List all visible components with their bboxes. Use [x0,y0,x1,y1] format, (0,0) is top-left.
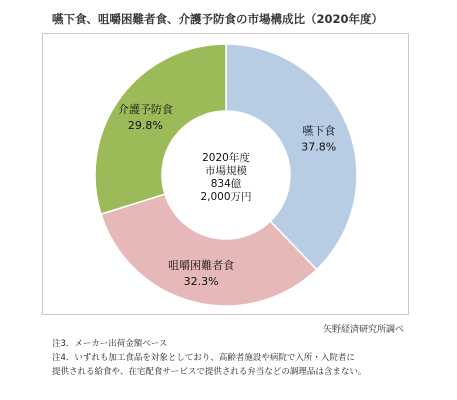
slice-value-label: 37.8% [301,140,337,154]
center-label [181,152,271,204]
center-label-year: 2020年度 [202,152,250,164]
slice-name-label: 咀嚼困難者食 [168,258,235,272]
center-label-amount-detail: 2,000万円 [200,191,252,203]
note-line: 提供される給食や、在宅配食サービスで提供される弁当などの調理品は含まない。 [52,367,367,377]
slice-value-label: 29.8% [127,118,163,132]
slice-name-label: 嚥下食 [302,124,336,138]
slice-name-label: 介護予防食 [117,102,173,116]
note-line: 注3．メーカー出荷金額ベース [52,339,168,349]
chart-title: 嚥下食、咀嚼困難者食、介護予防食の市場構成比（2020年度） [52,12,384,26]
center-label-amount: 834億 [210,178,242,190]
center-label-market: 市場規模 [205,165,247,177]
notes [52,337,366,379]
slice-value-label: 32.3% [183,274,219,288]
note-line: 注4．いずれも加工食品を対象としており、高齢者施設や病院で入所・入院者に [52,353,355,363]
source-credit: 矢野経済研究所調べ [322,325,404,335]
